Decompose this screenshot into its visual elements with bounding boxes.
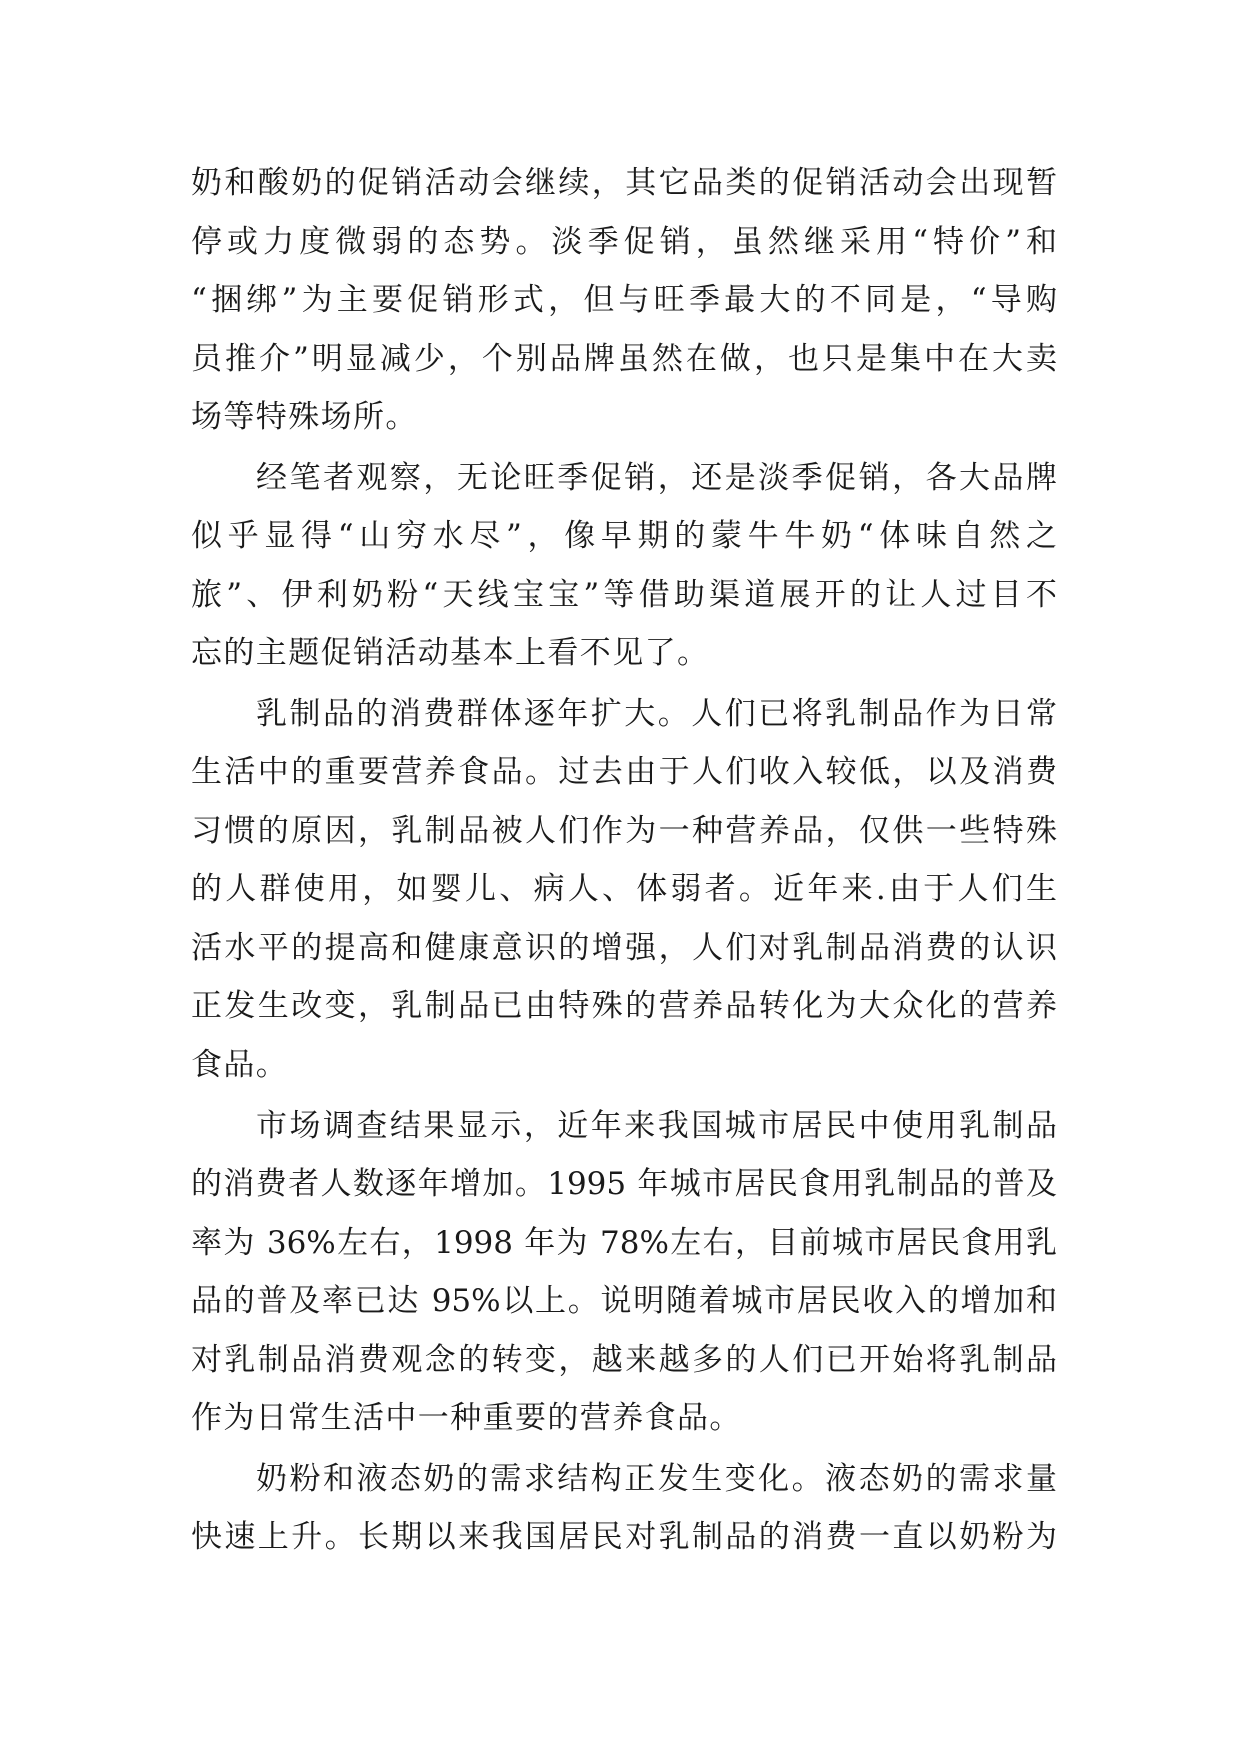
- text-line: 忘的主题促销活动基本上看不见了。: [191, 635, 710, 672]
- text-line: 停或力度微弱的态势。淡季促销，虽然继采用“特价”和: [191, 223, 1057, 260]
- text-line: 奶粉和液态奶的需求结构正发生变化。液态奶的需求量: [256, 1460, 1057, 1497]
- text-line: 经笔者观察，无论旺季促销，还是淡季促销，各大品牌: [256, 459, 1057, 496]
- text-line: 生活中的重要营养食品。过去由于人们收入较低，以及消费: [191, 754, 1057, 791]
- text-line: “捆绑”为主要促销形式，但与旺季最大的不同是，“导购: [191, 282, 1057, 318]
- text-line: 食品。: [191, 1046, 289, 1083]
- text-line: 市场调查结果显示，近年来我国城市居民中使用乳制品: [256, 1107, 1057, 1144]
- text-line: 似乎显得“山穷水尽”，像早期的蒙牛牛奶“体味自然之: [191, 518, 1057, 555]
- text-line: 旅”、伊利奶粉“天线宝宝”等借助渠道展开的让人过目不: [191, 576, 1057, 613]
- paragraph: [191, 449, 1057, 683]
- paragraph: [191, 154, 1057, 447]
- paragraph: [191, 685, 1057, 1095]
- text-line: 快速上升。长期以来我国居民对乳制品的消费一直以奶粉为: [191, 1519, 1057, 1556]
- text-line: 品的普及率已达 95%以上。说明随着城市居民收入的增加和: [191, 1283, 1057, 1320]
- text-line: 乳制品的消费群体逐年扩大。人们已将乳制品作为日常: [256, 695, 1057, 732]
- text-line: 习惯的原因，乳制品被人们作为一种营养品，仅供一些特殊: [191, 812, 1057, 849]
- paragraph: [191, 1097, 1057, 1448]
- text-line: 对乳制品消费观念的转变，越来越多的人们已开始将乳制品: [191, 1341, 1057, 1378]
- text-line: 率为 36%左右，1998 年为 78%左右，目前城市居民食用乳: [191, 1224, 1057, 1261]
- text-line: 场等特殊场所。: [191, 399, 418, 435]
- text-line: 作为日常生活中一种重要的营养食品。: [191, 1400, 742, 1437]
- body-text: [191, 154, 1057, 1569]
- paragraph: [191, 1450, 1057, 1567]
- text-line: 活水平的提高和健康意识的增强，人们对乳制品消费的认识: [191, 929, 1057, 966]
- text-line: 的人群使用，如婴儿、病人、体弱者。近年来.由于人们生: [191, 871, 1057, 908]
- text-line: 正发生改变，乳制品已由特殊的营养品转化为大众化的营养: [191, 988, 1057, 1025]
- text-line: 员推介”明显减少，个别品牌虽然在做，也只是集中在大卖: [191, 340, 1057, 377]
- text-line: 奶和酸奶的促销活动会继续，其它品类的促销活动会出现暂: [191, 165, 1057, 201]
- text-line: 的消费者人数逐年增加。1995 年城市居民食用乳制品的普及: [191, 1166, 1057, 1203]
